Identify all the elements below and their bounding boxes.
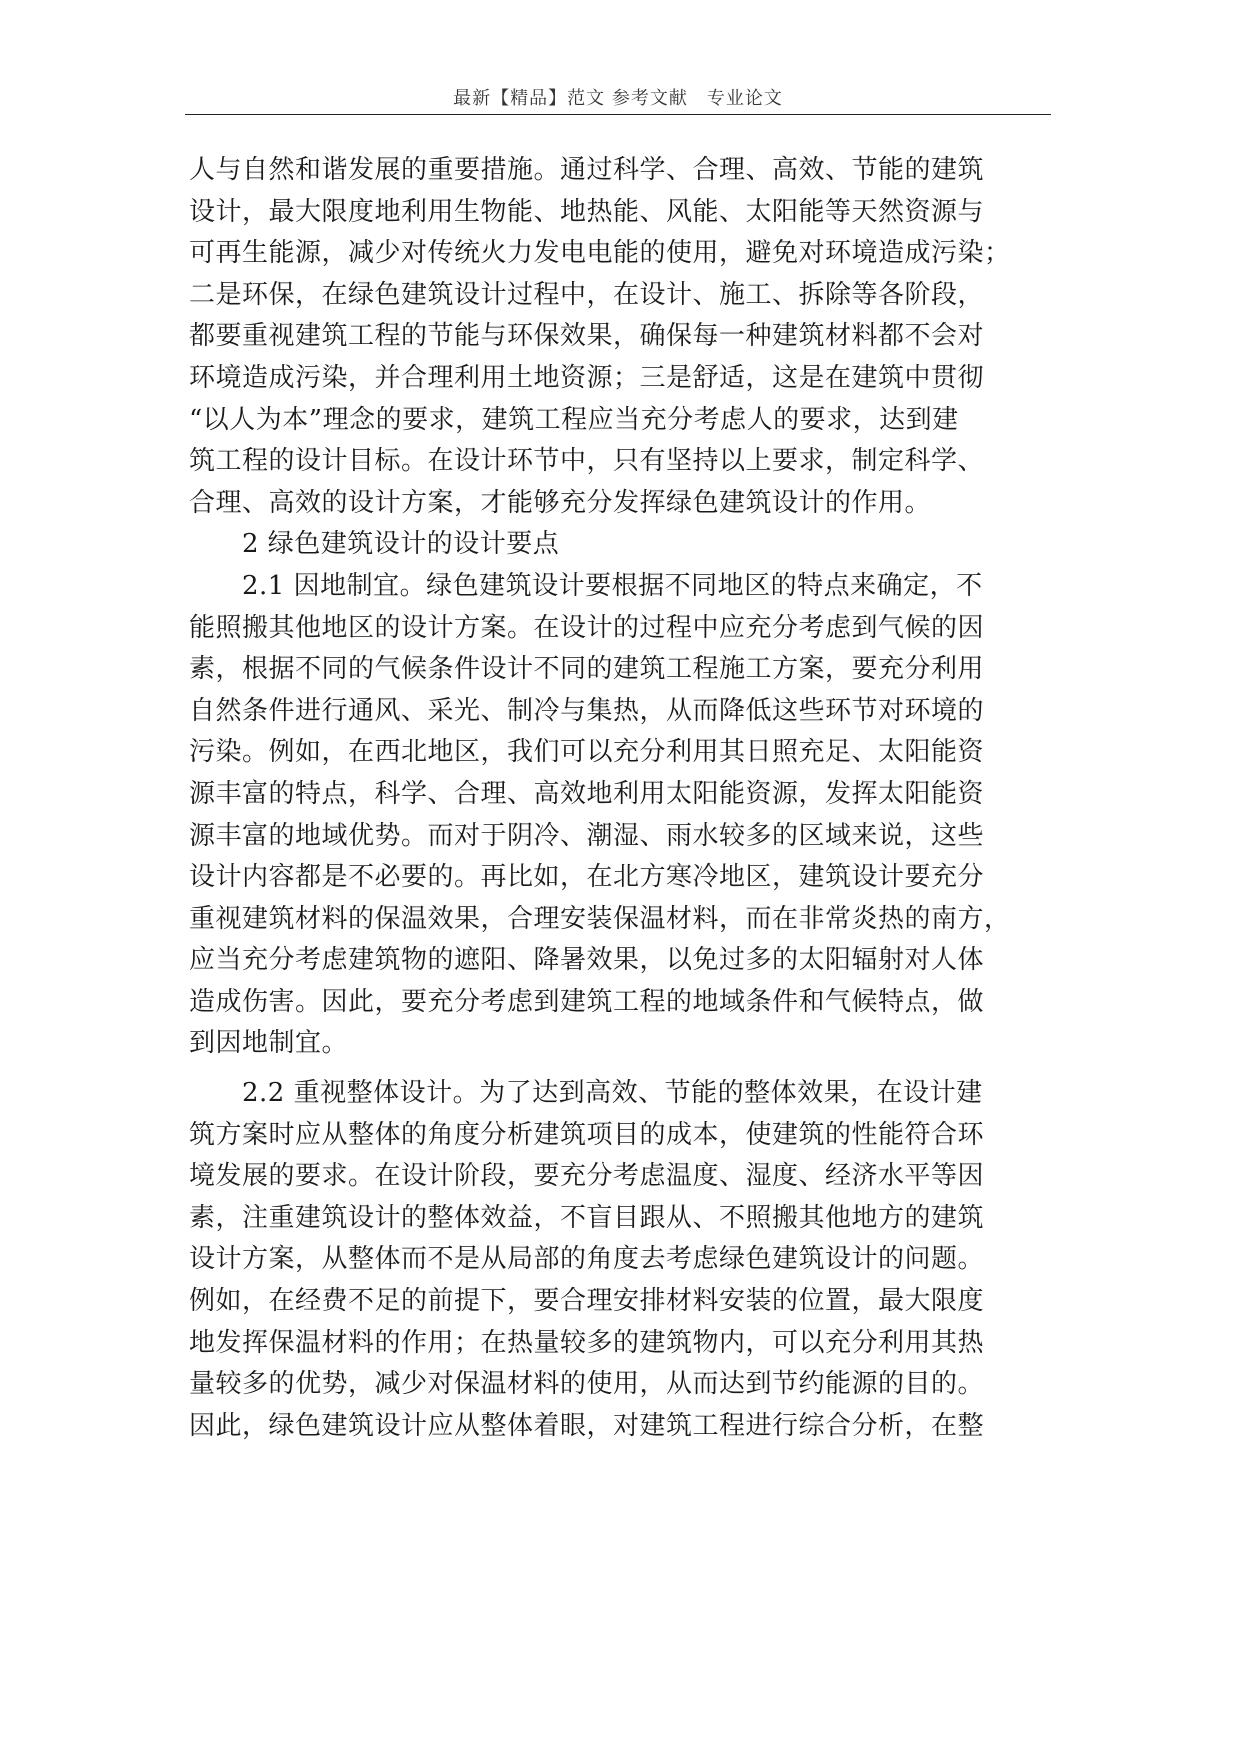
text-line: 设计内容都是不必要的。再比如，在北方寒冷地区，建筑设计要充分 <box>189 862 985 893</box>
text-line: 到因地制宜。 <box>189 1028 349 1059</box>
text-line: 合理、高效的设计方案，才能够充分发挥绿色建筑设计的作用。 <box>189 487 932 518</box>
text-line: 环境造成污染，并合理利用土地资源；三是舒适，这是在建筑中贯彻 <box>189 362 985 393</box>
header-divider <box>185 114 1051 115</box>
text-line: 应当充分考虑建筑物的遮阳、降暑效果，以免过多的太阳辐射对人体 <box>189 945 985 976</box>
text-line: 自然条件进行通风、采光、制冷与集热，从而降低这些环节对环境的 <box>189 695 985 726</box>
text-line: 污染。例如，在西北地区，我们可以充分利用其日照充足、太阳能资 <box>189 737 985 768</box>
text-line: 境发展的要求。在设计阶段，要充分考虑温度、湿度、经济水平等因 <box>189 1161 985 1192</box>
text-line: 素，注重建筑设计的整体效益，不盲目跟从、不照搬其他地方的建筑 <box>189 1202 985 1233</box>
text-line: 筑工程的设计目标。在设计环节中，只有坚持以上要求，制定科学、 <box>189 446 985 477</box>
text-line: 地发挥保温材料的作用；在热量较多的建筑物内，可以充分利用其热 <box>189 1327 985 1358</box>
text-line: 量较多的优势，减少对保温材料的使用，从而达到节约能源的目的。 <box>189 1369 985 1400</box>
text-line: 能照搬其他地区的设计方案。在设计的过程中应充分考虑到气候的因 <box>189 612 985 643</box>
text-line: 都要重视建筑工程的节能与环保效果，确保每一种建筑材料都不会对 <box>189 321 985 352</box>
page-header: 最新【精品】范文 参考文献 专业论文 <box>453 88 783 109</box>
text-line: 设计，最大限度地利用生物能、地热能、风能、太阳能等天然资源与 <box>189 196 985 227</box>
text-line: “以人为本”理念的要求，建筑工程应当充分考虑人的要求，达到建 <box>189 404 959 435</box>
paragraph-gap <box>189 1065 1055 1073</box>
text-line: 2.2 重视整体设计。为了达到高效、节能的整体效果，在设计建 <box>189 1078 983 1109</box>
text-line: 设计方案，从整体而不是从局部的角度去考虑绿色建筑设计的问题。 <box>189 1244 985 1275</box>
text-line: 二是环保，在绿色建筑设计过程中，在设计、施工、拆除等各阶段， <box>189 279 985 310</box>
text-line: 人与自然和谐发展的重要措施。通过科学、合理、高效、节能的建筑 <box>189 155 985 185</box>
text-line: 2.1 因地制宜。绿色建筑设计要根据不同地区的特点来确定，不 <box>189 570 983 601</box>
text-line: 可再生能源，减少对传统火力发电电能的使用，避免对环境造成污染； <box>189 238 1011 269</box>
section-heading: 2 绿色建筑设计的设计要点 <box>189 529 560 560</box>
text-line: 例如，在经费不足的前提下，要合理安排材料安装的位置，最大限度 <box>189 1286 985 1317</box>
text-line: 素，根据不同的气候条件设计不同的建筑工程施工方案，要充分利用 <box>189 654 985 685</box>
body-text <box>189 150 1055 1447</box>
text-line: 造成伤害。因此，要充分考虑到建筑工程的地域条件和气候特点，做 <box>189 986 985 1017</box>
text-line: 筑方案时应从整体的角度分析建筑项目的成本，使建筑的性能符合环 <box>189 1119 985 1150</box>
text-line: 源丰富的特点，科学、合理、高效地利用太阳能资源，发挥太阳能资 <box>189 778 985 809</box>
text-line: 重视建筑材料的保温效果，合理安装保温材料，而在非常炎热的南方， <box>189 903 1011 934</box>
text-line: 因此，绿色建筑设计应从整体着眼，对建筑工程进行综合分析，在整 <box>189 1410 985 1441</box>
text-line: 源丰富的地域优势。而对于阴冷、潮湿、雨水较多的区域来说，这些 <box>189 820 985 851</box>
